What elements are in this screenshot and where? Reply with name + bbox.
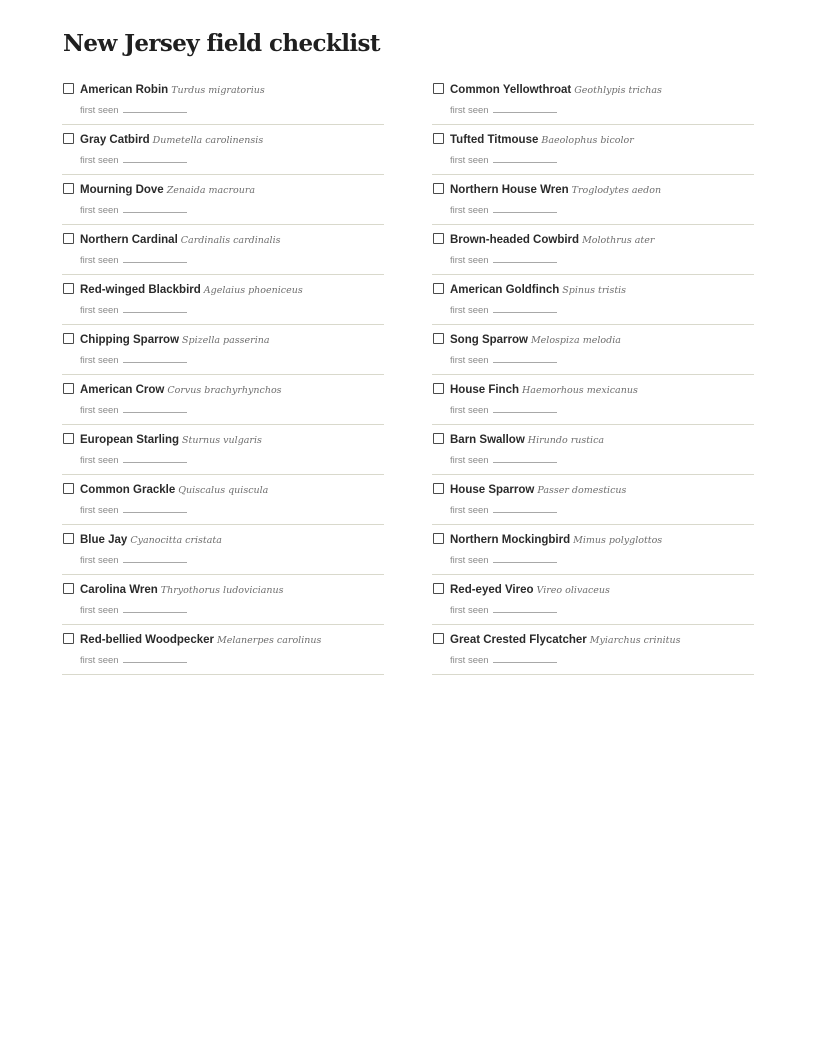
first-seen-blank[interactable] [493, 153, 557, 163]
first-seen-label: first seen [450, 505, 489, 516]
page-title: New Jersey field checklist [63, 30, 380, 57]
checklist-item [432, 525, 754, 575]
first-seen-blank[interactable] [493, 603, 557, 613]
checkbox[interactable] [63, 333, 74, 344]
common-name: Barn Swallow [450, 434, 525, 446]
first-seen-label: first seen [450, 355, 489, 366]
checkbox[interactable] [433, 333, 444, 344]
checklist-column-left [62, 75, 384, 675]
first-seen-label: first seen [80, 255, 119, 266]
scientific-name: Melospiza melodia [530, 335, 621, 346]
common-name: American Robin [80, 84, 169, 96]
first-seen-label: first seen [80, 655, 119, 666]
checklist-item [432, 575, 754, 625]
checklist-item [432, 375, 754, 425]
checklist-item [432, 75, 754, 125]
checklist-item [432, 625, 754, 675]
first-seen-blank[interactable] [493, 453, 557, 463]
first-seen-blank[interactable] [123, 403, 187, 413]
first-seen-blank[interactable] [493, 203, 557, 213]
scientific-name: Corvus brachyrhynchos [167, 385, 282, 396]
first-seen-label: first seen [450, 155, 489, 166]
first-seen-label: first seen [80, 305, 119, 316]
checkbox[interactable] [63, 433, 74, 444]
checkbox[interactable] [63, 483, 74, 494]
scientific-name: Myiarchus crinitus [589, 635, 681, 646]
scientific-name: Agelaius phoeniceus [203, 285, 303, 296]
checklist-item [432, 125, 754, 175]
first-seen-blank[interactable] [493, 103, 557, 113]
checklist-item [62, 75, 384, 125]
first-seen-blank[interactable] [493, 403, 557, 413]
first-seen-label: first seen [450, 655, 489, 666]
checklist-column-right [432, 75, 754, 675]
first-seen-label: first seen [450, 205, 489, 216]
first-seen-label: first seen [450, 105, 489, 116]
scientific-name: Mimus polyglottos [573, 535, 663, 546]
first-seen-blank[interactable] [123, 303, 187, 313]
first-seen-blank[interactable] [493, 303, 557, 313]
checkbox[interactable] [433, 183, 444, 194]
scientific-name: Troglodytes aedon [571, 185, 662, 196]
checklist-item [62, 125, 384, 175]
first-seen-label: first seen [450, 405, 489, 416]
first-seen-label: first seen [450, 605, 489, 616]
first-seen-label: first seen [80, 605, 119, 616]
common-name: Northern House Wren [450, 184, 569, 196]
common-name: American Crow [80, 384, 165, 396]
checkbox[interactable] [63, 83, 74, 94]
checkbox[interactable] [433, 383, 444, 394]
checkbox[interactable] [63, 233, 74, 244]
scientific-name: Vireo olivaceus [536, 585, 610, 596]
checklist-item [62, 325, 384, 375]
common-name: Song Sparrow [450, 334, 528, 346]
first-seen-label: first seen [80, 155, 119, 166]
first-seen-blank[interactable] [493, 553, 557, 563]
scientific-name: Quiscalus quiscula [178, 485, 269, 496]
first-seen-blank[interactable] [123, 453, 187, 463]
first-seen-label: first seen [80, 455, 119, 466]
first-seen-label: first seen [80, 555, 119, 566]
checkbox[interactable] [433, 133, 444, 144]
scientific-name: Dumetella carolinensis [152, 135, 264, 146]
checkbox[interactable] [63, 133, 74, 144]
checkbox[interactable] [433, 533, 444, 544]
first-seen-blank[interactable] [123, 103, 187, 113]
checklist-item [432, 275, 754, 325]
checkbox[interactable] [433, 433, 444, 444]
first-seen-blank[interactable] [123, 603, 187, 613]
common-name: Blue Jay [80, 534, 128, 546]
first-seen-blank[interactable] [123, 503, 187, 513]
scientific-name: Spizella passerina [182, 335, 270, 346]
checklist-item [62, 525, 384, 575]
checkbox[interactable] [433, 83, 444, 94]
common-name: Gray Catbird [80, 134, 150, 146]
checkbox[interactable] [433, 483, 444, 494]
first-seen-blank[interactable] [123, 153, 187, 163]
common-name: House Sparrow [450, 484, 535, 496]
common-name: Chipping Sparrow [80, 334, 180, 346]
common-name: Northern Mockingbird [450, 534, 571, 546]
first-seen-label: first seen [450, 305, 489, 316]
scientific-name: Spinus tristis [562, 285, 627, 296]
common-name: Mourning Dove [80, 184, 164, 196]
scientific-name: Passer domesticus [537, 485, 627, 496]
first-seen-label: first seen [450, 555, 489, 566]
common-name: Brown-headed Cowbird [450, 234, 580, 246]
checklist-item [432, 475, 754, 525]
first-seen-label: first seen [80, 355, 119, 366]
first-seen-blank[interactable] [493, 353, 557, 363]
common-name: Tufted Titmouse [450, 134, 539, 146]
checklist-item [62, 175, 384, 225]
checkbox[interactable] [63, 383, 74, 394]
scientific-name: Molothrus ater [582, 235, 655, 246]
scientific-name: Thryothorus ludovicianus [160, 585, 284, 596]
common-name: Common Yellowthroat [450, 84, 572, 96]
scientific-name: Geothlypis trichas [574, 85, 662, 96]
checklist-item [432, 325, 754, 375]
common-name: House Finch [450, 384, 520, 396]
common-name: Northern Cardinal [80, 234, 178, 246]
scientific-name: Haemorhous mexicanus [522, 385, 638, 396]
checklist-item [62, 575, 384, 625]
common-name: Red-eyed Vireo [450, 584, 534, 596]
checkbox[interactable] [433, 233, 444, 244]
common-name: Carolina Wren [80, 584, 158, 596]
scientific-name: Sturnus vulgaris [182, 435, 262, 446]
first-seen-blank[interactable] [123, 253, 187, 263]
first-seen-label: first seen [80, 205, 119, 216]
checkbox[interactable] [63, 183, 74, 194]
first-seen-label: first seen [450, 255, 489, 266]
scientific-name: Baeolophus bicolor [541, 135, 634, 146]
checklist-item [62, 425, 384, 475]
common-name: American Goldfinch [450, 284, 560, 296]
checklist-item [432, 425, 754, 475]
first-seen-blank[interactable] [493, 653, 557, 663]
common-name: Common Grackle [80, 484, 176, 496]
checkbox[interactable] [433, 633, 444, 644]
common-name: European Starling [80, 434, 180, 446]
first-seen-label: first seen [450, 455, 489, 466]
scientific-name: Turdus migratorius [171, 85, 265, 96]
checklist-item [432, 225, 754, 275]
scientific-name: Hirundo rustica [527, 435, 605, 446]
scientific-name: Zenaida macroura [166, 185, 256, 196]
scientific-name: Melanerpes carolinus [216, 635, 322, 646]
checkbox[interactable] [63, 283, 74, 294]
checklist-item [62, 225, 384, 275]
checklist-item [62, 375, 384, 425]
common-name: Red-winged Blackbird [80, 284, 201, 296]
first-seen-blank[interactable] [123, 553, 187, 563]
checkbox[interactable] [63, 633, 74, 644]
first-seen-blank[interactable] [123, 203, 187, 213]
common-name: Great Crested Flycatcher [450, 634, 587, 646]
scientific-name: Cyanocitta cristata [130, 535, 222, 546]
first-seen-blank[interactable] [123, 653, 187, 663]
first-seen-blank[interactable] [493, 503, 557, 513]
first-seen-blank[interactable] [493, 253, 557, 263]
first-seen-label: first seen [80, 105, 119, 116]
first-seen-blank[interactable] [123, 353, 187, 363]
scientific-name: Cardinalis cardinalis [180, 235, 281, 246]
first-seen-label: first seen [80, 505, 119, 516]
checklist-item [432, 175, 754, 225]
common-name: Red-bellied Woodpecker [80, 634, 214, 646]
checklist-item [62, 625, 384, 675]
checkbox[interactable] [433, 283, 444, 294]
checkbox[interactable] [63, 533, 74, 544]
first-seen-label: first seen [80, 405, 119, 416]
checkbox[interactable] [63, 583, 74, 594]
checkbox[interactable] [433, 583, 444, 594]
checklist-item [62, 275, 384, 325]
checklist-item [62, 475, 384, 525]
